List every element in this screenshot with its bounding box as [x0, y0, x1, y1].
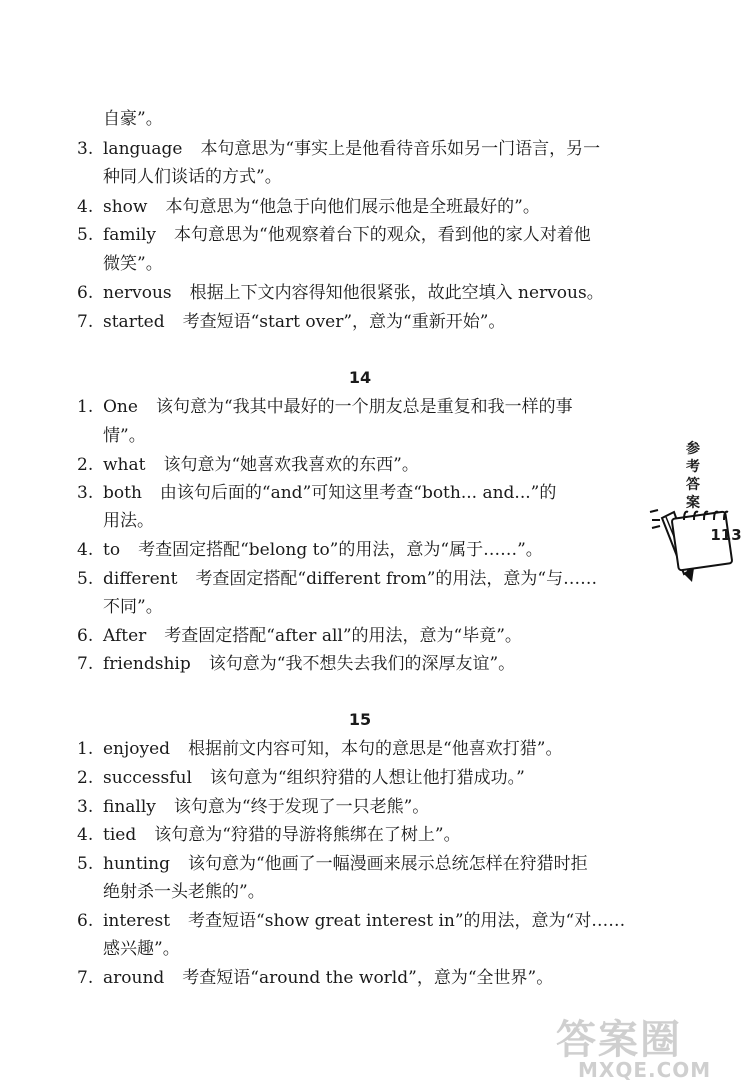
answer-item	[77, 224, 677, 246]
explanation-text: 该句意为“我其中最好的一个朋友总是重复和我一样的事	[155, 397, 573, 417]
side-tab-char: 答	[686, 477, 700, 493]
explanation-continuation: 感兴趣”。	[103, 939, 180, 959]
answer-item-continuation	[103, 881, 703, 903]
answer-word: One	[103, 397, 138, 417]
section-title: 15	[348, 710, 372, 729]
answer-item	[77, 967, 677, 989]
item-number: 6.	[77, 283, 94, 303]
answer-word: both	[103, 483, 142, 503]
item-number: 2.	[77, 768, 94, 788]
continuation-line	[103, 108, 703, 130]
answer-word: hunting	[103, 854, 170, 874]
explanation-text: 考查短语“start over”，意为“重新开始”。	[182, 312, 506, 332]
answer-word: what	[103, 455, 146, 475]
answer-word: around	[103, 968, 165, 988]
item-number: 5.	[77, 225, 94, 245]
section-title: 14	[348, 368, 372, 387]
answer-word: show	[103, 197, 148, 217]
explanation-text: 该句意为“她喜欢我喜欢的东西”。	[163, 455, 419, 475]
explanation-continuation: 微笑”。	[103, 254, 163, 274]
side-tab-char: 考	[686, 459, 700, 475]
answer-item	[77, 396, 677, 418]
notepad-spiral-icon	[678, 508, 738, 522]
explanation-continuation: 种同人们谈话的方式”。	[103, 167, 282, 187]
item-number: 4.	[77, 197, 94, 217]
answer-word: nervous	[103, 283, 172, 303]
item-number: 5.	[77, 569, 94, 589]
item-number: 6.	[77, 626, 94, 646]
item-number: 4.	[77, 540, 94, 560]
answer-item-continuation	[103, 938, 703, 960]
explanation-continuation: 用法。	[103, 511, 154, 531]
watermark-url: MXQE.COM	[578, 1058, 712, 1082]
answer-item-continuation	[103, 166, 703, 188]
page-number: 113	[710, 526, 742, 544]
answer-item-continuation	[103, 596, 703, 618]
explanation-text: 考查固定搭配“different from”的用法，意为“与……	[195, 569, 598, 589]
item-number: 3.	[77, 797, 94, 817]
answer-word: finally	[103, 797, 156, 817]
answer-item	[77, 824, 677, 846]
answer-item	[77, 910, 677, 932]
answer-word: language	[103, 139, 183, 159]
explanation-continuation: 不同”。	[103, 597, 163, 617]
explanation-text: 考查固定搭配“after all”的用法，意为“毕竟”。	[164, 626, 522, 646]
item-number: 7.	[77, 654, 94, 674]
side-tab-char: 案	[686, 495, 700, 511]
answer-item	[77, 625, 677, 647]
explanation-continuation: 情”。	[103, 426, 146, 446]
watermark-logo: 答案圈	[556, 1017, 682, 1063]
item-number: 3.	[77, 139, 94, 159]
side-tab-char: 参	[686, 441, 700, 457]
answer-word: different	[103, 569, 178, 589]
explanation-text: 本句意思为“他急于向他们展示他是全班最好的”。	[165, 197, 540, 217]
answer-item	[77, 282, 677, 304]
explanation-text: 考查固定搭配“belong to”的用法，意为“属于……”。	[138, 540, 543, 560]
item-number: 1.	[77, 397, 94, 417]
explanation-text: 该句意为“他画了一幅漫画来展示总统怎样在狩猎时拒	[187, 854, 588, 874]
explanation-text: 该句意为“终于发现了一只老熊”。	[173, 797, 430, 817]
answer-word: family	[103, 225, 157, 245]
answer-word: tied	[103, 825, 137, 845]
explanation-text: 该句意为“我不想失去我们的深厚友谊”。	[208, 654, 516, 674]
item-number: 3.	[77, 483, 94, 503]
answer-word: successful	[103, 768, 192, 788]
continuation-text: 自豪”。	[103, 109, 163, 129]
answer-item	[77, 767, 677, 789]
answer-item-continuation	[103, 253, 703, 275]
answer-item	[77, 738, 677, 760]
reference-answer-tab	[640, 440, 750, 590]
answer-word: interest	[103, 911, 171, 931]
item-number: 4.	[77, 825, 94, 845]
answer-word: started	[103, 312, 165, 332]
answer-item	[77, 539, 677, 561]
answer-item	[77, 311, 677, 333]
answer-word: After	[103, 626, 147, 646]
answer-item	[77, 653, 677, 675]
item-number: 1.	[77, 739, 94, 759]
item-number: 7.	[77, 312, 94, 332]
explanation-continuation: 绝射杀一头老熊的”。	[103, 882, 265, 902]
explanation-text: 本句意思为“事实上是他看待音乐如另一门语言，另一	[200, 139, 601, 159]
answer-item	[77, 454, 677, 476]
explanation-text: 考查短语“show great interest in”的用法，意为“对……	[188, 911, 626, 931]
answer-item-continuation	[103, 510, 703, 532]
explanation-text: 根据上下文内容得知他很紧张，故此空填入 nervous。	[189, 283, 604, 303]
answer-item-continuation	[103, 425, 703, 447]
answer-item	[77, 853, 677, 875]
explanation-text: 该句意为“组织狩猎的人想让他打猎成功。”	[209, 768, 525, 788]
answer-word: enjoyed	[103, 739, 171, 759]
answer-item	[77, 138, 677, 160]
explanation-text: 由该句后面的“and”可知这里考查“both... and...”的	[159, 483, 557, 503]
answer-item	[77, 482, 677, 504]
item-number: 7.	[77, 968, 94, 988]
explanation-text: 考查短语“around the world”，意为“全世界”。	[182, 968, 554, 988]
answer-item	[77, 796, 677, 818]
item-number: 5.	[77, 854, 94, 874]
explanation-text: 根据前文内容可知，本句的意思是“他喜欢打猎”。	[188, 739, 563, 759]
answer-word: to	[103, 540, 121, 560]
explanation-text: 本句意思为“他观察着台下的观众，看到他的家人对着他	[174, 225, 591, 245]
answer-item	[77, 196, 677, 218]
answer-word: friendship	[103, 654, 191, 674]
explanation-text: 该句意为“狩猎的导游将熊绑在了树上”。	[154, 825, 461, 845]
watermark	[548, 1008, 748, 1086]
item-number: 2.	[77, 455, 94, 475]
answer-item	[77, 568, 677, 590]
item-number: 6.	[77, 911, 94, 931]
